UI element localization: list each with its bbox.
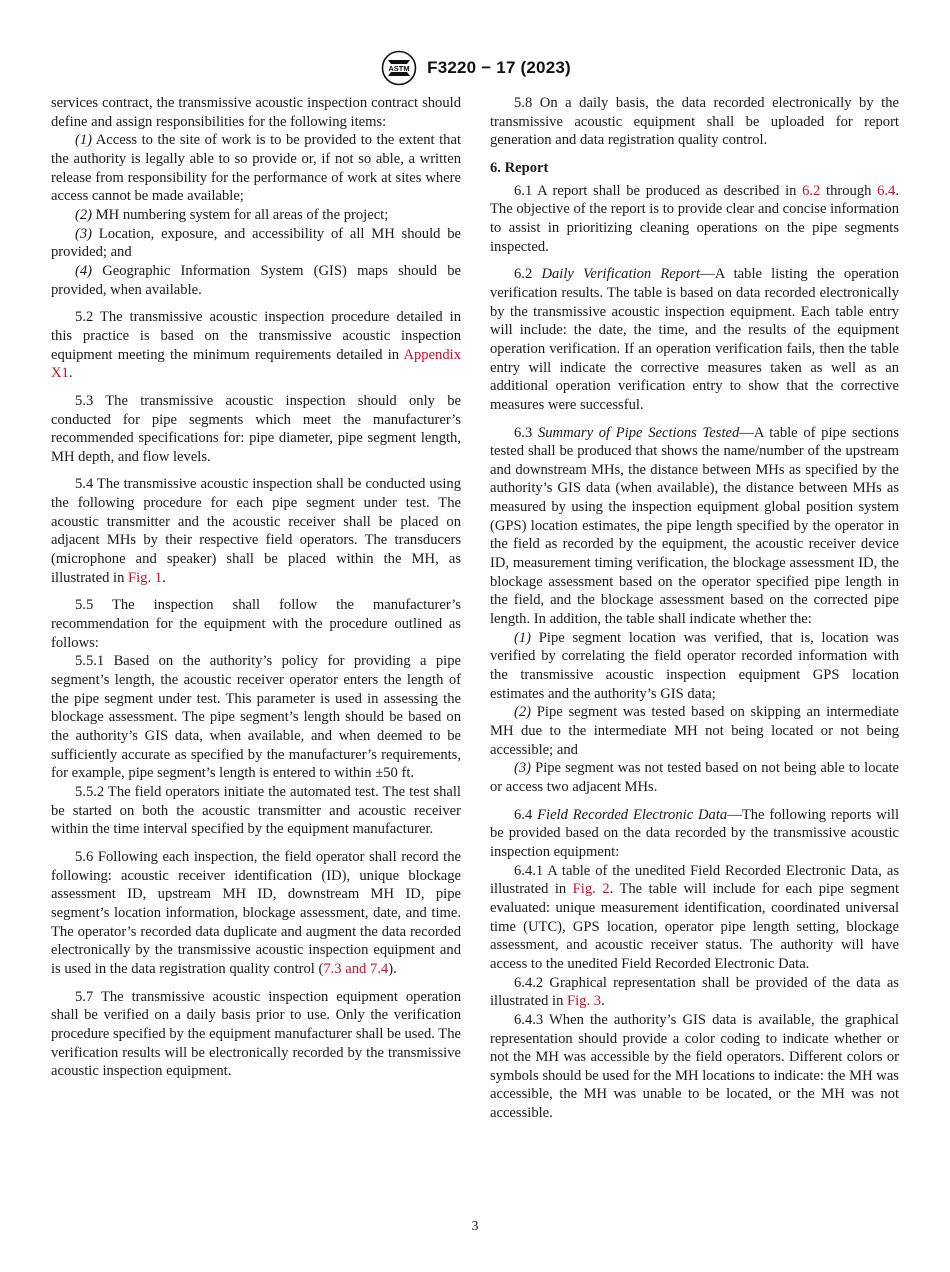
fig-2-link[interactable]: Fig. 2 <box>572 881 610 898</box>
paragraph-continued: services contract, the transmissive acoustic inspection contract should define and assign responsibilities for the following items: <box>51 95 461 130</box>
list-item: (2) Pipe segment was tested based on skipping an intermediate MH due to the intermediate MH not being located or not being accessible; and <box>490 704 899 758</box>
section-7-3-7-4-link[interactable]: 7.3 and 7.4 <box>323 960 389 977</box>
fig-1-link[interactable]: Fig. 1 <box>128 569 163 586</box>
page-header <box>0 50 950 86</box>
section-5-5-1: 5.5.1 Based on the authority’s policy for providing a pipe segment’s length, the acoustic receiver operator enters the length of the pipe segment under test. This parameter is used in assessing the blockage assessment. The pipe segment’s length should be based on the authority’s GIS data, when available, and when deemed to be sufficiently accurate as specified by the manufacturer’s requirements, for example, pipe segment’s length is entered to within ±50 ft. <box>51 653 461 782</box>
section-5-5: 5.5 The inspection shall follow the manufacturer’s recommendation for the equipment with the procedure outlined as follows: <box>51 597 461 651</box>
section-6-4-2: 6.4.2 Graphical representation shall be provided of the data as illustrated in Fig. 3. <box>490 974 899 1010</box>
right-column <box>490 94 899 1123</box>
section-5-8: 5.8 On a daily basis, the data recorded electronically by the transmissive acoustic equipment shall be uploaded for report generation and data registration quality control. <box>490 95 899 149</box>
section-6-4-3: 6.4.3 When the authority’s GIS data is available, the graphical representation should provide a color coding to indicate whether or not the MH was accessible by the field operators. Different colors or symbols should be used for the MH locations to indicate: the MH was accessible, the MH was unable to be located, or the MH was not accessible. <box>490 1011 899 1122</box>
section-5-5-2: 5.5.2 The field operators initiate the automated test. The test shall be started on both the acoustic transmitter and acoustic receiver within the time interval specified by the equipment manufacturer. <box>51 783 461 838</box>
section-5-6: 5.6 Following each inspection, the field operator shall record the following: acoustic receiver identification (ID), unique blockage assessment ID, upstream MH ID, downstream MH ID, pipe segment’s location information, blockage assessment, date, and time. The operator’s recorded data duplicate and augment the data recorded electronically by the transmissive acoustic inspection equipment and is used in the data registration quality control (7.3 and 7.4). <box>51 848 461 977</box>
page-number: 3 <box>471 1219 479 1234</box>
section-6-4-1: 6.4.1 A table of the unedited Field Recorded Electronic Data, as illustrated in Fig. 2. The table will include for each pipe segment evaluated: unique measurement identification, coordinated universal time (UTC), GPS location, operator pipe length setting, blockage assessment, and acoustic receiver status. The authority will have access to the unedited Field Recorded Electronic Data. <box>490 862 899 972</box>
section-6-2-link[interactable]: 6.2 <box>802 182 821 199</box>
list-item: (4) Geographic Information System (GIS) maps should be provided, when available. <box>51 262 461 298</box>
section-5-2: 5.2 The transmissive acoustic inspection procedure detailed in this practice is based on the transmissive acoustic inspection equipment meeting the minimum requirements detailed in Appendix X1. <box>51 309 461 382</box>
list-item: (2) MH numbering system for all areas of the project; <box>75 206 389 223</box>
list-item: (3) Pipe segment was not tested based on not being able to locate or access two adjacent MHs. <box>490 760 899 795</box>
section-6-3: 6.3 Summary of Pipe Sections Tested—A table of pipe sections tested shall be produced that shows the name/number of the upstream and downstream MHs, the distance between MHs as specified by the authority’s GIS data (when available), the distance between MHs as measured by using the inspection equipment global position system (GPS) location estimates, the pipe length specified by the operator in the field as recorded by the equipment, the acoustic receiver device ID, measurement timing verification, the blockage assessment ID, the blockage assessment based on the operator specified pipe length in the field, and the blockage assessment based on the corrected pipe length. In addition, the table shall indicate whether the: <box>490 424 899 628</box>
fig-3-link[interactable]: Fig. 3 <box>567 993 602 1010</box>
appendix-x1-link[interactable]: Appendix X1 <box>51 346 461 382</box>
section-6-4: 6.4 Field Recorded Electronic Data—The following reports will be provided based on the data recorded by the transmissive acoustic inspection equipment: <box>490 806 899 860</box>
list-item: (1) Pipe segment location was verified, that is, location was verified by correlating the field operator recorded information with the transmissive acoustic inspection equipment GPS location estimates and the authority’s GIS data; <box>490 629 899 702</box>
list-item: (1) Access to the site of work is to be provided to the extent that the authority is legally able to so provide or, if not so able, a written release from responsibility for the performance of work at sites where access cannot be made available; <box>51 132 461 205</box>
section-5-7: 5.7 The transmissive acoustic inspection equipment operation shall be verified on a daily basis prior to use. Only the verification procedure specified by the equipment manufacturer shall be used. The verification results will be electronically recorded by the transmissive acoustic inspection equipment. <box>51 988 461 1080</box>
section-6-1: 6.1 A report shall be produced as described in 6.2 through 6.4. The objective of the report is to provide clear and concise information to assist in prioritizing cleaning operations on the pipe segments inspected. <box>490 182 899 255</box>
astm-logo-icon <box>379 50 419 86</box>
standard-designation: F3220 − 17 (2023) <box>427 58 571 77</box>
section-6-2: 6.2 Daily Verification Report—A table listing the operation verification results. The table is based on data recorded electronically by the transmissive acoustic inspection equipment. Each table entry will include: the date, the time, and the results of the equipment operation verification. If an operation verification fails, then the table entry will indicate the corrective measures taken as well as an additional operation verification entry to show that the corrective measures were successful. <box>490 266 900 413</box>
left-column <box>51 94 461 1081</box>
section-5-3: 5.3 The transmissive acoustic inspection should only be conducted for pipe segments which meet the manufacturer’s recommended specifications for: pipe diameter, pipe segment length, MH depth, and flow levels. <box>51 392 461 465</box>
section-6-4-link[interactable]: 6.4 <box>877 182 896 199</box>
section-heading-report: 6. Report <box>490 159 549 176</box>
section-5-4: 5.4 The transmissive acoustic inspection shall be conducted using the following procedure for each pipe segment under test. The acoustic transmitter and the acoustic receiver shall be placed on adjacent MHs by their respective field operators. The transducers (microphone and speaker) shall be placed within the MH, as illustrated in Fig. 1. <box>51 476 461 586</box>
astm-logo-text: ASTM <box>388 63 410 73</box>
list-item: (3) Location, exposure, and accessibility of all MH should be provided; and <box>51 225 461 261</box>
